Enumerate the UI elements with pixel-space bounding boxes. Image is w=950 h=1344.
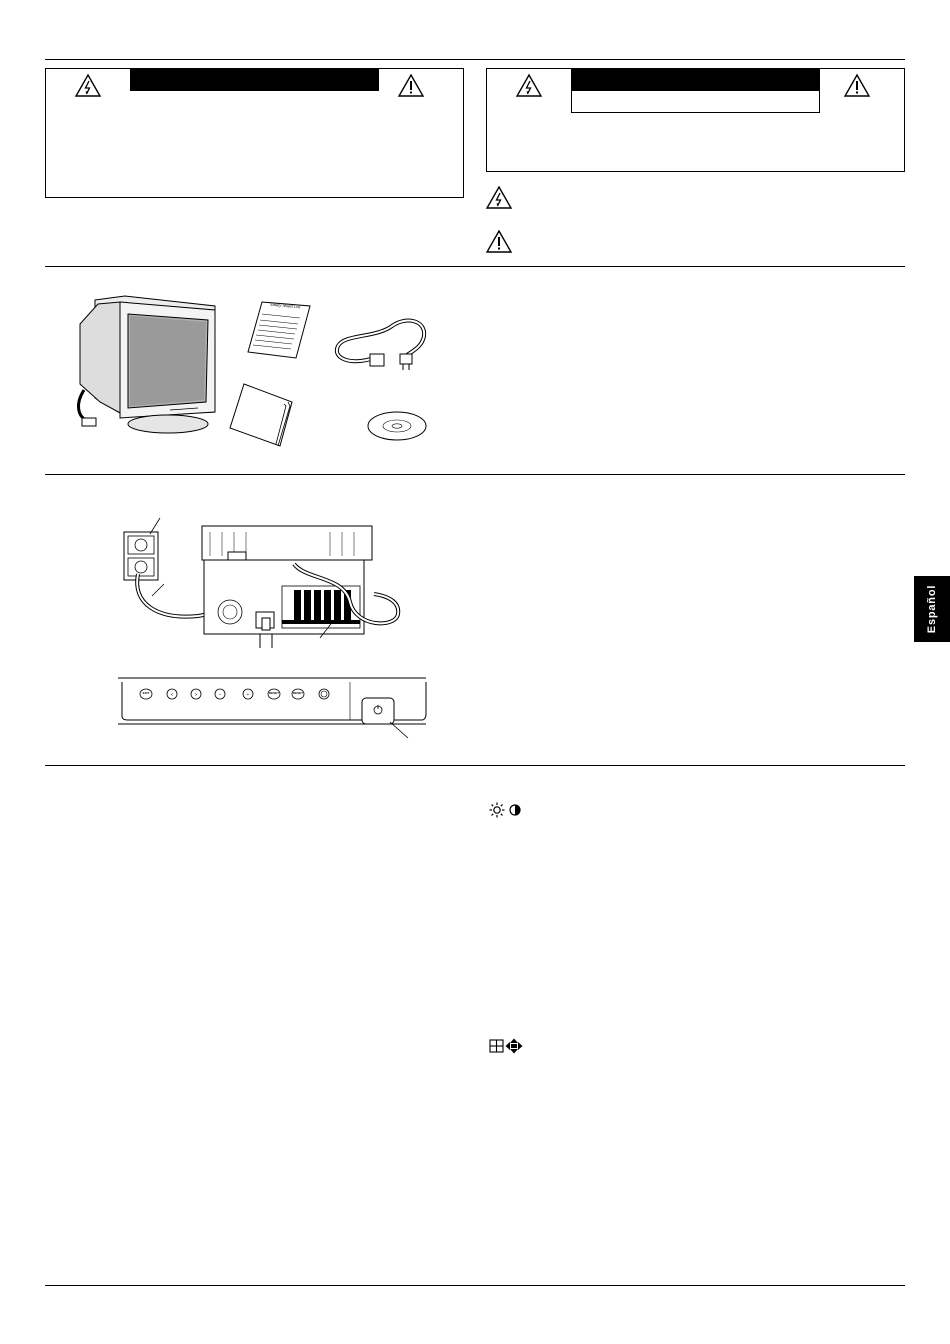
sun-icon xyxy=(489,802,505,818)
warning-subtitle-frame-right xyxy=(571,90,820,113)
button-reset2-label: RESET xyxy=(292,691,303,695)
user-manual-illustration xyxy=(228,382,294,448)
svg-text:>: > xyxy=(194,692,198,697)
safety-sheet-illustration xyxy=(248,300,312,360)
svg-text:−: − xyxy=(218,692,222,697)
connection-diagram xyxy=(110,522,430,652)
language-tab-label: Español xyxy=(926,584,939,634)
cd-rom-illustration xyxy=(366,410,428,442)
svg-text:+: + xyxy=(246,692,250,697)
rule-bottom xyxy=(45,1285,905,1286)
rule-quickstart xyxy=(45,474,905,475)
power-cord-illustration xyxy=(330,308,430,378)
front-control-panel xyxy=(114,676,429,740)
exclamation-triangle-icon xyxy=(398,74,424,97)
warning-title-bar-left xyxy=(130,69,379,91)
language-tab xyxy=(914,576,950,642)
exclamation-triangle-icon xyxy=(844,74,870,97)
rule-top xyxy=(45,59,905,60)
exclamation-triangle-icon xyxy=(486,230,512,253)
safety-sheet-title: Safety Sheet List xyxy=(269,301,301,310)
rule-controls xyxy=(45,765,905,766)
button-exit-label: EXIT xyxy=(142,691,150,695)
grid-arrows-icon xyxy=(489,1038,523,1054)
monitor-illustration xyxy=(70,294,230,439)
button-reset-label: RESET xyxy=(268,691,279,695)
warning-title-bar-right xyxy=(571,69,820,91)
rule-contents xyxy=(45,266,905,267)
svg-text:<: < xyxy=(170,692,174,697)
lightning-triangle-icon xyxy=(75,74,101,97)
lightning-triangle-icon xyxy=(486,186,512,209)
half-circle-icon xyxy=(509,804,521,816)
lightning-triangle-icon xyxy=(516,74,542,97)
